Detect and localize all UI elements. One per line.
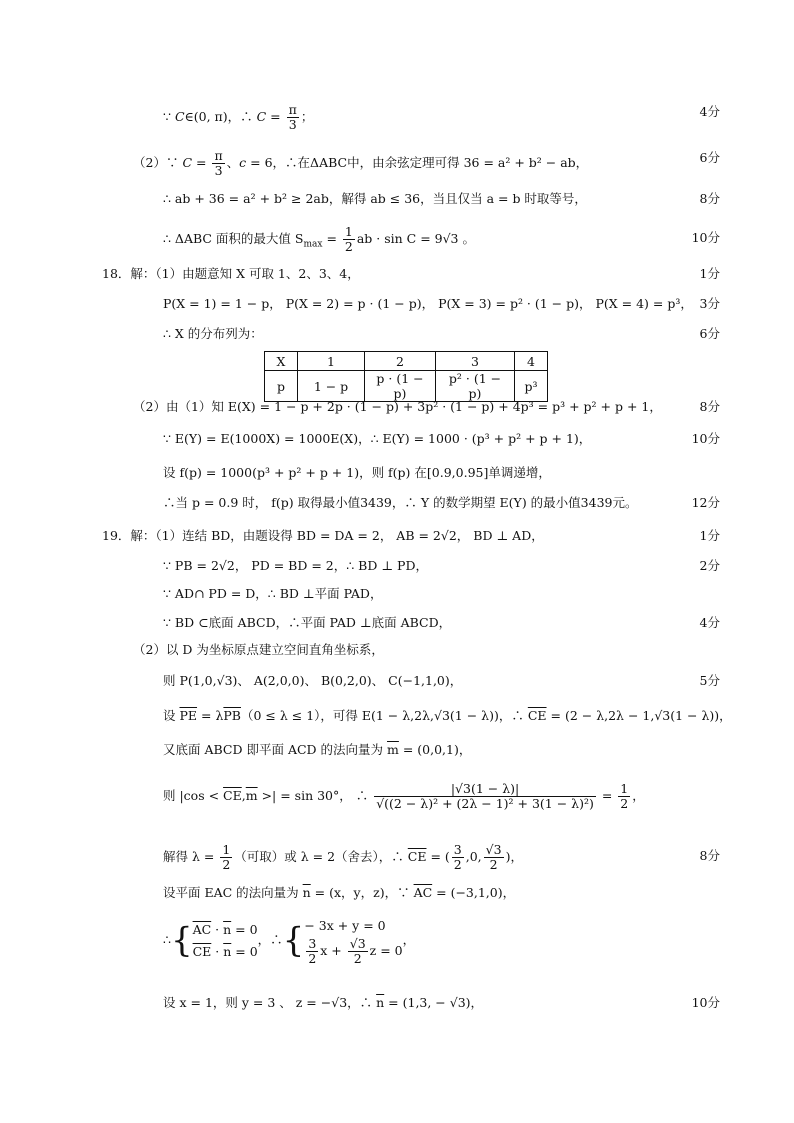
q19-line-7: 设 $\overline{PE} = \lambda\overline{PB}(0 \le \lambda \le 1)$，可得 E(1 − λ,2λ,√3(1 − λ))，∴ $\overline{CE} = (2 - \lambda,2\lambda - 1,√3(1 - \lambda))$， [163,708,732,723]
table-header-cell: 2 [365,352,436,371]
score-label: 8分 [699,191,720,206]
table-cell: 1 − p [298,371,365,402]
left-brace-glyph: { [282,920,305,961]
table-header-cell: 1 [298,352,365,371]
table-cell: p [265,371,298,402]
score-label: 10分 [691,431,720,446]
fraction-one-half: $\frac{1}{2}$ [344,224,353,254]
q17-line-2: （2）∵ C = $\frac{\pi}{3}$ 、c = 6，∴在ΔABC中，由余弦定理可得 36 = a² + b² − ab， [133,148,589,178]
q19-line-6: 则 P(1,0,√3)、 A(2,0,0)、 B(0,2,0)、 C(−1,1,0)， [163,673,463,688]
score-label: 12分 [691,495,720,510]
table-row [265,371,548,402]
q19-line-4: ∵ BD ⊂底面 ABCD，∴平面 PAD ⊥底面 ABCD， [163,615,452,630]
q18-line-5: ∵ E(Y) = E(1000X) = 1000E(X)，∴ E(Y) = 1000 · (p³ + p² + p + 1)， [163,431,592,446]
q18-line-6: 设 f(p) = 1000(p³ + p² + p + 1)，则 f(p) 在[0.9,0.95]单调递增， [163,465,551,480]
score-label: 4分 [699,104,720,119]
score-label: 6分 [699,326,720,341]
score-label: 1分 [699,528,720,543]
q18-line-4: （2）由（1）知 E(X) = 1 − p + 2p · (1 − p) + 3p² · (1 − p) + 4p³ = p³ + p² + p + 1， [133,399,662,414]
table-row [265,352,548,371]
q19-line-12: ∴{ $\overline{AC} \cdot \overline{n} = 0$ $\overline{CE} \cdot \overline{n} = 0$ ，∴{ − 3x + y = 0 $\frac{3}{2}$ x + $\frac{√3}{2}$ z = 0 ， [163,915,415,966]
table-cell: p² · (1 − p) [436,371,515,402]
score-label: 8分 [699,399,720,414]
q19-line-11: 设平面 EAC 的法向量为 $\overline{n} = (x$，y，z)，∵ $\overline{AC} = (-3,1,0)$， [163,885,516,900]
score-label: 8分 [699,848,720,863]
q19-line-5: （2）以 D 为坐标原点建立空间直角坐标系， [133,642,384,657]
q17-line-3: ∴ ab + 36 = a² + b² ≥ 2ab，解得 ab ≤ 36，当且仅当 a = b 时取等号， [163,191,587,206]
score-label: 2分 [699,558,720,573]
score-label: 5分 [699,673,720,688]
score-label: 3分 [699,296,720,311]
q17-line-4: ∴ ΔABC 面积的最大值 $S_{max}$ = $\frac{1}{2}$ ab · sin C = 9√3 。 [163,224,475,254]
q19-line-1: 19．解：（1）连结 BD，由题设得 BD = DA = 2， AB = 2√2， BD ⊥ AD， [102,528,544,543]
q19-line-2: ∵ PB = 2√2， PD = BD = 2，∴ BD ⊥ PD， [163,558,428,573]
fraction-root3-over-2: $\frac{√3}{2}$ [349,936,366,966]
fraction-one-half: $\frac{1}{2}$ [620,781,629,811]
q18-line-1: 18．解：（1）由题意知 X 可取 1、2、3、4， [102,266,360,281]
fraction-pi-over-3: $\frac{\pi}{3}$ [288,102,297,132]
equation-system-2: − 3x + y = 0 $\frac{3}{2}$ x + $\frac{√3}{2}$ z = 0 [304,918,403,966]
score-label: 6分 [699,150,720,165]
table-cell: p · (1 − p) [365,371,436,402]
q19-line-10: 解得 λ = $\frac{1}{2}$ （可取）或 λ = 2（舍去），∴ $\overline{CE}$ = ( $\frac{3}{2}$ ,0, $\frac{√3}{2}$ )， [163,842,523,872]
fraction-three-halves: $\frac{3}{2}$ [308,936,317,966]
score-label: 10分 [691,230,720,245]
score-label: 10分 [691,995,720,1010]
fraction-root3-over-2: $\frac{√3}{2}$ [485,842,502,872]
left-brace-glyph: { [170,920,193,961]
q17-line-1: ∵ C∈(0, π)，∴ C = $\frac{\pi}{3}$ ； [163,102,314,132]
distribution-table [264,351,548,402]
fraction-pi-over-3: $\frac{\pi}{3}$ [214,148,223,178]
fraction-cosine: $\frac{|√3(1 - \lambda)|}{\text{√((2 − λ)² + (2λ − 1)² + 3(1 − λ)²)}}$ [376,781,594,811]
fraction-three-halves: $\frac{3}{2}$ [453,842,462,872]
q18-line-2: P(X = 1) = 1 − p， P(X = 2) = p · (1 − p)， P(X = 3) = p² · (1 − p)， P(X = 4) = p³， [163,296,693,311]
q19-line-8: 又底面 ABCD 即平面 ACD 的法向量为 $\overline{m} = (0,0,1)$， [163,742,472,757]
fraction-one-half: $\frac{1}{2}$ [222,842,231,872]
q19-line-3: ∵ AD∩ PD = D，∴ BD ⊥平面 PAD， [163,586,383,601]
q19-line-9: 则 $|\cos < \overline{CE},\overline{m}$ >| = sin 30°， ∴ $\frac{|√3(1 - \lambda)|}{\text{√((2 − λ)² + (2λ − 1)² + 3(1 − λ)²)}}$ = $\frac{1}{2}$ ， [163,781,645,811]
table-cell: p³ [515,371,548,402]
table-header-cell: X [265,352,298,371]
table-header-cell: 3 [436,352,515,371]
q18-line-7: ∴当 p = 0.9 时， f(p) 取得最小值3439，∴ Y 的数学期望 E(Y) 的最小值3439元。 [163,495,638,510]
score-label: 4分 [699,615,720,630]
q19-line-13: 设 x = 1，则 y = 3 、 z = −√3，∴ $\overline{n} = (1,3$, − √3)， [163,995,484,1010]
table-header-cell: 4 [515,352,548,371]
equation-system-1: $\overline{AC} \cdot \overline{n} = 0$ $\overline{CE} \cdot \overline{n} = 0$ [192,921,258,959]
q18-line-3: ∴ X 的分布列为： [163,326,263,341]
score-label: 1分 [699,266,720,281]
